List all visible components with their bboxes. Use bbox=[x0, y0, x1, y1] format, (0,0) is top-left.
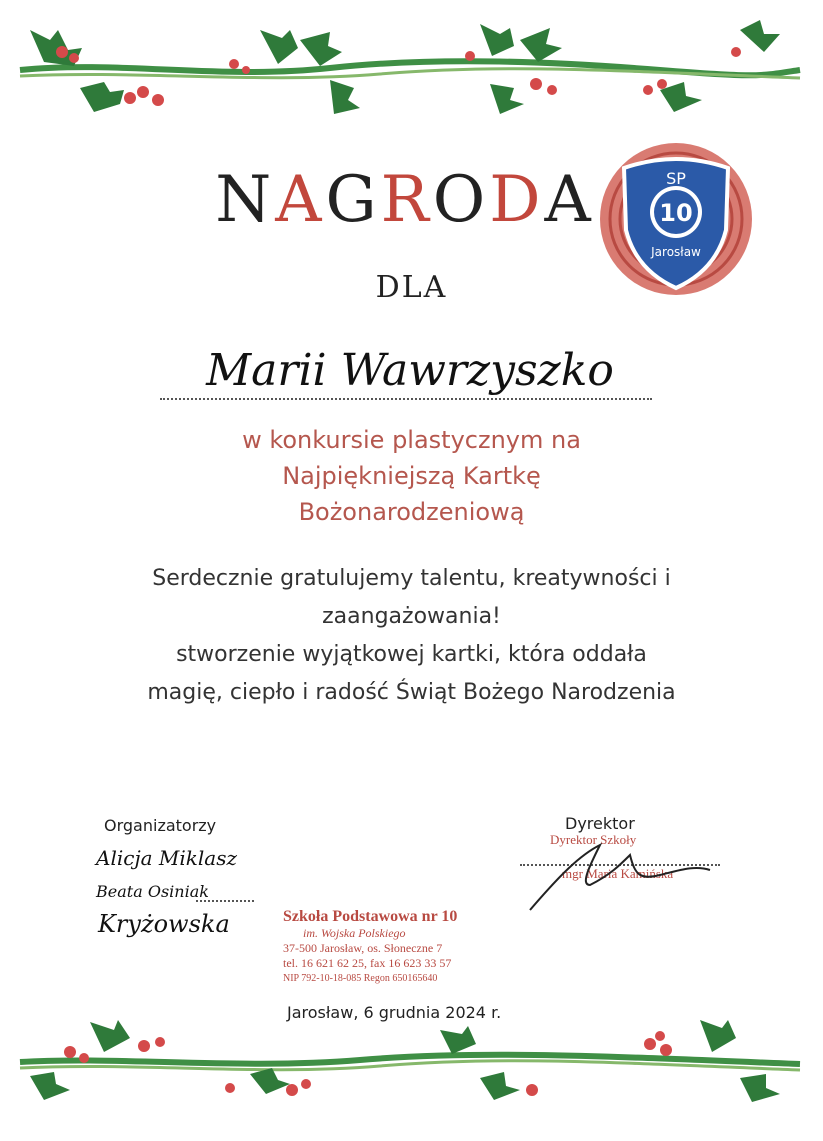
recipient-name: Marii Wawrzyszko bbox=[206, 345, 614, 396]
holly-garland-bottom bbox=[0, 1000, 823, 1130]
contest-description bbox=[0, 422, 823, 530]
title-letter: N bbox=[215, 163, 276, 237]
logo-city: Jarosław bbox=[651, 245, 701, 259]
organizer-signature-3: Kryżowska bbox=[98, 910, 230, 938]
title-letter: R bbox=[380, 163, 433, 237]
message-line: Serdecznie gratulujemy talentu, kreatywności i bbox=[152, 566, 671, 591]
contest-line: w konkursie plastycznym na bbox=[242, 426, 581, 454]
title-letter: A bbox=[544, 163, 595, 237]
organizer-signature-1: Alicja Miklasz bbox=[96, 846, 238, 870]
holly-garland-top bbox=[0, 0, 823, 130]
contest-line: Bożonarodzeniową bbox=[298, 498, 525, 526]
organizers-label: Organizatorzy bbox=[104, 816, 217, 835]
director-label: Dyrektor bbox=[565, 814, 635, 833]
director-signature-icon bbox=[520, 835, 720, 915]
school-ids: NIP 792-10-18-085 Regon 650165640 bbox=[283, 973, 438, 984]
signature-dotted-line bbox=[196, 900, 254, 902]
congratulations-message bbox=[0, 560, 823, 712]
title-letter: O bbox=[432, 163, 490, 237]
school-stamp bbox=[283, 908, 503, 986]
logo-top-text: SP bbox=[666, 169, 686, 188]
recipient-dotted-line bbox=[160, 398, 652, 400]
title-letter: A bbox=[275, 163, 326, 237]
message-line: magię, ciepło i radość Świąt Bożego Narodzenia bbox=[147, 680, 676, 705]
title-letter: D bbox=[489, 163, 545, 237]
school-address: 37-500 Jarosław, os. Słoneczne 7 bbox=[283, 941, 443, 955]
title-letter: G bbox=[325, 163, 381, 237]
logo-number: 10 bbox=[659, 199, 693, 227]
award-title bbox=[175, 163, 635, 237]
contest-line: Najpiękniejszą Kartkę bbox=[282, 462, 541, 490]
director-stamp-title: Dyrektor Szkoły bbox=[550, 832, 637, 847]
school-subtitle: im. Wojska Polskiego bbox=[303, 926, 406, 940]
issue-date: Jarosław, 6 grudnia 2024 r. bbox=[287, 1003, 502, 1022]
subtitle-dla: DLA bbox=[375, 270, 448, 305]
message-line: stworzenie wyjątkowej kartki, która oddała bbox=[176, 642, 647, 667]
school-logo-icon bbox=[596, 140, 756, 298]
message-line: zaangażowania! bbox=[322, 604, 501, 629]
organizer-signature-2: Beata Osiniak bbox=[96, 882, 209, 901]
school-name: Szkoła Podstawowa nr 10 bbox=[283, 908, 458, 925]
director-stamp-name: mgr Maria Kamińska bbox=[562, 866, 674, 881]
school-phones: tel. 16 621 62 25, fax 16 623 33 57 bbox=[283, 956, 452, 970]
